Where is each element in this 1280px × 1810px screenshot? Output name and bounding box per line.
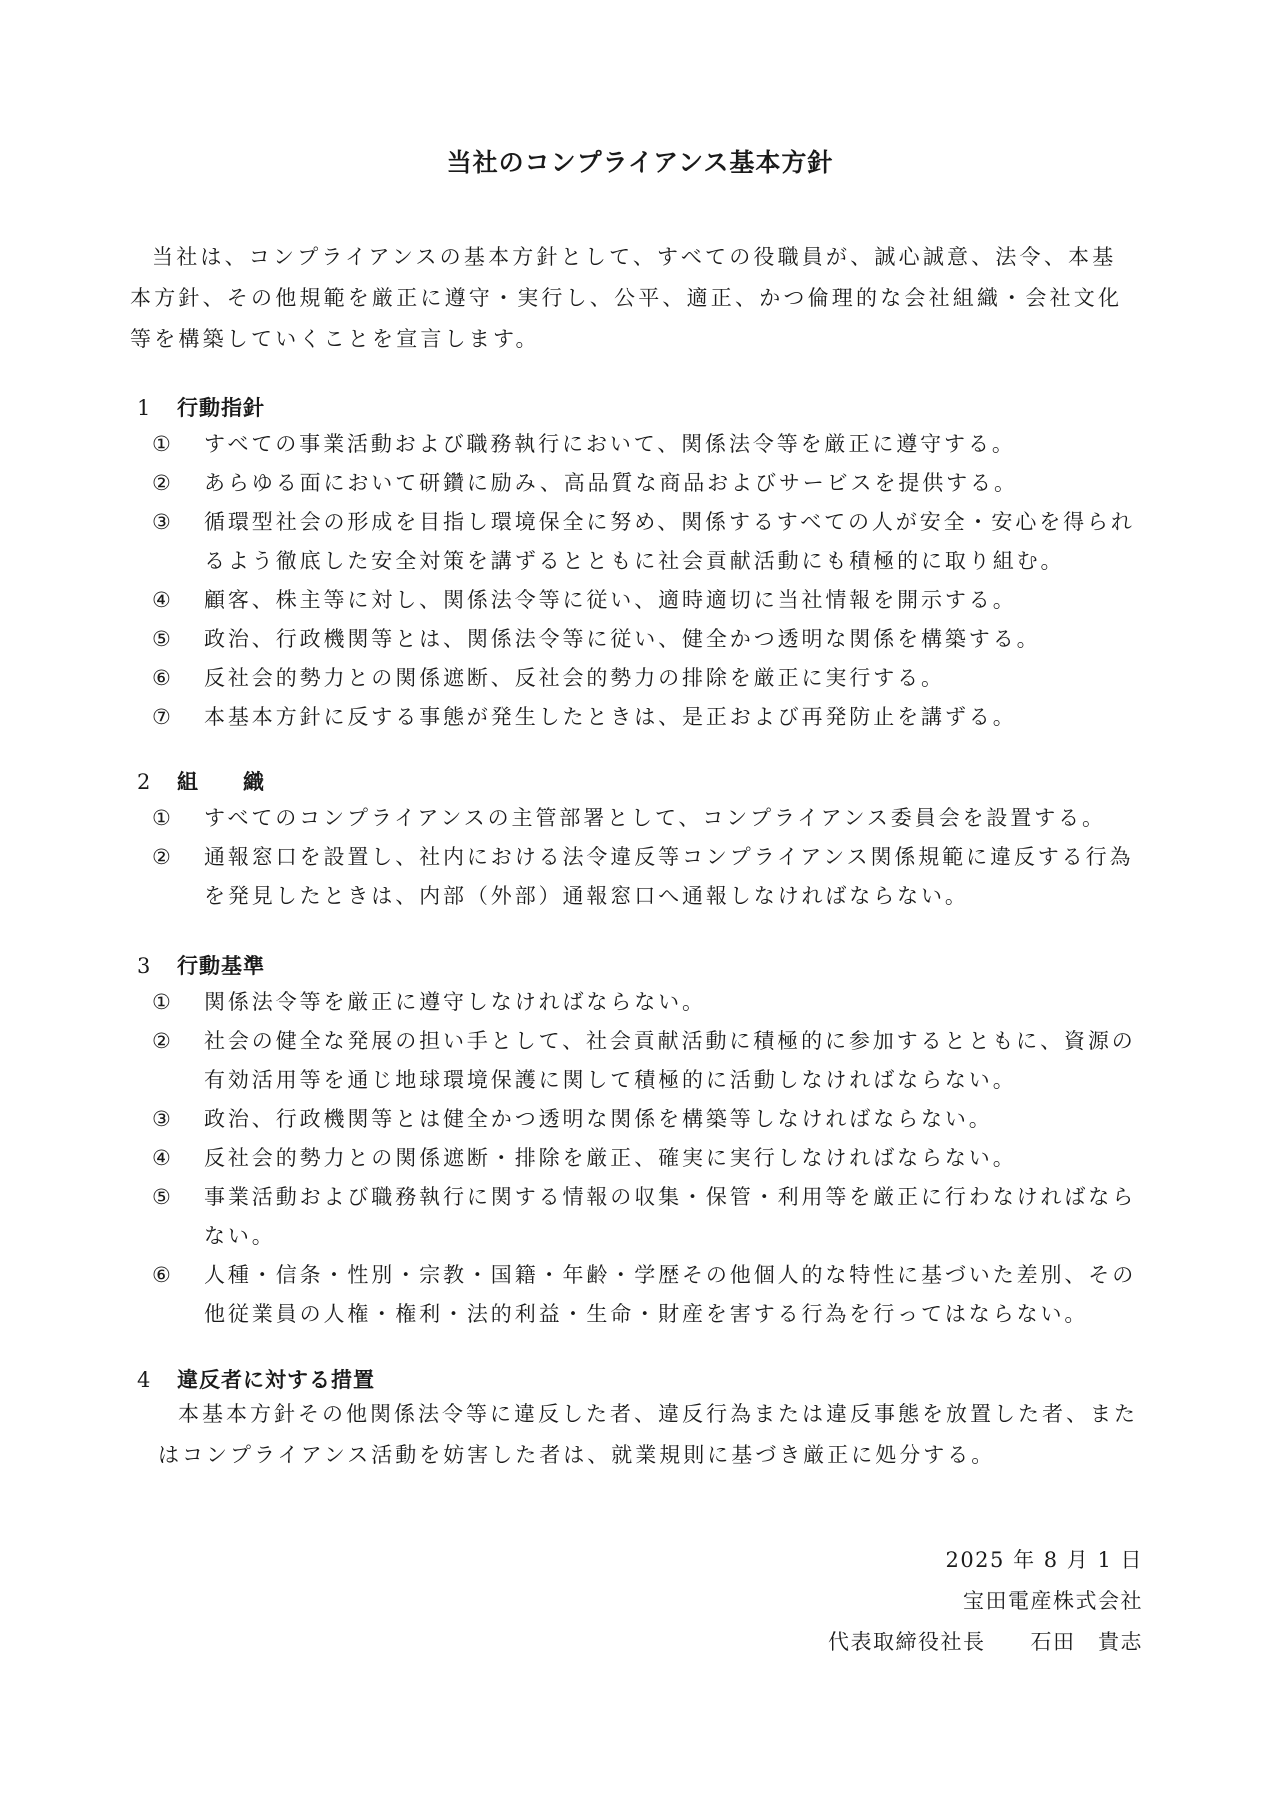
item-marker: ② bbox=[152, 845, 174, 869]
item-marker: ⑤ bbox=[152, 627, 174, 651]
item-text: 反社会的勢力との関係遮断、反社会的勢力の排除を厳正に実行する。 bbox=[204, 666, 945, 690]
item-marker: ⑤ bbox=[152, 1185, 174, 1209]
signature-block bbox=[828, 1540, 1143, 1663]
item-text: 人種・信条・性別・宗教・国籍・年齢・学歴その他個人的な特性に基づいた差別、その他従業員の人権・権利・法的利益・生命・財産を害する行為を行ってはならない。 bbox=[204, 1263, 1137, 1326]
section-1-heading bbox=[137, 392, 265, 422]
section-number: 3 bbox=[137, 954, 152, 978]
section-3-heading bbox=[137, 950, 265, 980]
section-1-list bbox=[152, 425, 1142, 737]
section-4-heading bbox=[137, 1364, 375, 1394]
item-marker: ⑥ bbox=[152, 1263, 174, 1287]
item-marker: ① bbox=[152, 990, 174, 1014]
section-title: 違反者に対する措置 bbox=[177, 1368, 375, 1392]
list-item bbox=[152, 838, 1142, 916]
company-name: 宝田電産株式会社 bbox=[963, 1589, 1143, 1613]
list-item bbox=[152, 1139, 1142, 1178]
item-text: すべての事業活動および職務執行において、関係法令等を厳正に遵守する。 bbox=[204, 432, 1016, 456]
item-marker: ⑥ bbox=[152, 666, 174, 690]
item-text: 政治、行政機関等とは、関係法令等に従い、健全かつ透明な関係を構築する。 bbox=[204, 627, 1041, 651]
intro-paragraph: 当社は、コンプライアンスの基本方針として、すべての役職員が、誠心誠意、法令、本基本方針、その他規範を厳正に遵守・実行し、公平、適正、かつ倫理的な会社組織・会社文化等を構築していくことを宣言します。 bbox=[130, 245, 1123, 351]
item-text: 循環型社会の形成を目指し環境保全に努め、関係するすべての人が安全・安心を得られるよう徹底した安全対策を講ずるとともに社会貢献活動にも積極的に取り組む。 bbox=[204, 510, 1135, 573]
list-item bbox=[152, 1178, 1142, 1256]
item-marker: ② bbox=[152, 1029, 174, 1053]
section-number: 2 bbox=[137, 770, 152, 794]
item-marker: ④ bbox=[152, 588, 174, 612]
section-number: 1 bbox=[137, 396, 152, 420]
document-title: 当社のコンプライアンス基本方針 bbox=[446, 148, 834, 177]
section-2-list bbox=[152, 799, 1142, 916]
item-text: 顧客、株主等に対し、関係法令等に従い、適時適切に当社情報を開示する。 bbox=[204, 588, 1017, 612]
item-text: 事業活動および職務執行に関する情報の収集・保管・利用等を厳正に行わなければならない。 bbox=[204, 1185, 1137, 1248]
section-2-heading bbox=[137, 766, 265, 796]
list-item bbox=[152, 1022, 1142, 1100]
item-text: 関係法令等を厳正に遵守しなければならない。 bbox=[204, 990, 706, 1014]
list-item bbox=[152, 1100, 1142, 1139]
item-text: 通報窓口を設置し、社内における法令違反等コンプライアンス関係規範に違反する行為を発見したときは、内部（外部）通報窓口へ通報しなければならない。 bbox=[204, 845, 1134, 908]
section-4-body: 本基本方針その他関係法令等に違反した者、違反行為または違反事態を放置した者、またはコンプライアンス活動を妨害した者は、就業規則に基づき厳正に処分する。 bbox=[158, 1402, 1138, 1467]
list-item bbox=[152, 620, 1142, 659]
list-item bbox=[152, 799, 1142, 838]
item-marker: ① bbox=[152, 432, 174, 456]
item-marker: ⑦ bbox=[152, 705, 174, 729]
list-item bbox=[152, 1256, 1142, 1334]
item-text: 本基本方針に反する事態が発生したときは、是正および再発防止を講ずる。 bbox=[204, 705, 1017, 729]
list-item bbox=[152, 464, 1142, 503]
representative-name: 代表取締役社長 石田 貴志 bbox=[828, 1630, 1143, 1654]
list-item bbox=[152, 983, 1142, 1022]
item-marker: ③ bbox=[152, 510, 174, 534]
section-title: 組 織 bbox=[177, 770, 265, 794]
item-marker: ① bbox=[152, 806, 174, 830]
item-text: 政治、行政機関等とは健全かつ透明な関係を構築等しなければならない。 bbox=[204, 1107, 993, 1131]
list-item bbox=[152, 581, 1142, 620]
section-title: 行動指針 bbox=[177, 396, 265, 420]
section-number: 4 bbox=[137, 1368, 152, 1392]
item-marker: ③ bbox=[152, 1107, 174, 1131]
list-item bbox=[152, 425, 1142, 464]
list-item bbox=[152, 698, 1142, 737]
item-text: 反社会的勢力との関係遮断・排除を厳正、確実に実行しなければならない。 bbox=[204, 1146, 1017, 1170]
item-marker: ② bbox=[152, 471, 174, 495]
list-item bbox=[152, 503, 1142, 581]
item-marker: ④ bbox=[152, 1146, 174, 1170]
list-item bbox=[152, 659, 1142, 698]
section-title: 行動基準 bbox=[177, 954, 265, 978]
item-text: すべてのコンプライアンスの主管部署として、コンプライアンス委員会を設置する。 bbox=[204, 806, 1106, 830]
item-text: あらゆる面において研鑽に励み、高品質な商品およびサービスを提供する。 bbox=[204, 471, 1018, 495]
section-3-list bbox=[152, 983, 1142, 1334]
item-text: 社会の健全な発展の担い手として、社会貢献活動に積極的に参加するとともに、資源の有効活用等を通じ地球環境保護に関して積極的に活動しなければならない。 bbox=[204, 1029, 1136, 1092]
issue-date: 2025 年 8 月 1 日 bbox=[945, 1548, 1143, 1572]
